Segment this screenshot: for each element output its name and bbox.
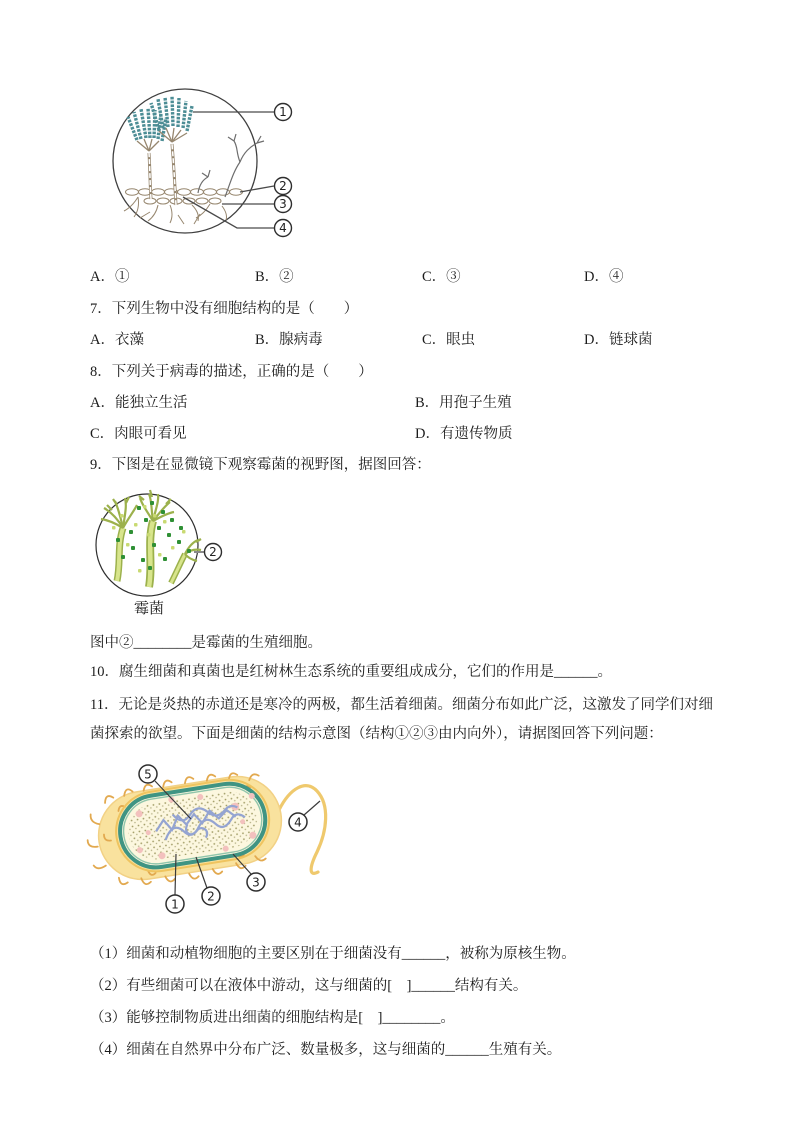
q11-part-3: （3）能够控制物质进出细菌的细胞结构是[ ]________。	[90, 1010, 455, 1026]
q9-stem: 9．下图是在显微镜下观察霉菌的视野图，据图回答：	[90, 457, 431, 473]
q8-option-b: B．用孢子生殖	[415, 395, 512, 411]
svg-text:2: 2	[207, 889, 215, 904]
svg-text:2: 2	[209, 545, 217, 559]
fig2-label-2	[205, 544, 222, 561]
fig3-label-4	[289, 813, 307, 831]
fig3-label-2	[202, 887, 220, 905]
svg-text:3: 3	[279, 197, 287, 211]
q8-option-c: C．肉眼可看见	[90, 426, 187, 442]
fig1-label-4	[275, 220, 292, 237]
q11-stem-line1: 11．无论是炎热的赤道还是寒冷的两极，都生活着细菌。细菌分布如此广泛，这激发了同学们对细	[90, 697, 713, 713]
q8-option-d: D．有遗传物质	[415, 426, 513, 442]
svg-text:3: 3	[252, 875, 260, 890]
q11-part-1: （1）细菌和动植物细胞的主要区别在于细菌没有______，被称为原核生物。	[90, 946, 576, 962]
svg-text:1: 1	[171, 897, 179, 912]
q7-option-d: D．链球菌	[584, 332, 653, 348]
spore-brush	[151, 96, 192, 131]
svg-text:4: 4	[294, 815, 302, 830]
q6-option-b: B．②	[255, 269, 294, 285]
figure-bacterium-diagram	[85, 756, 340, 928]
q6-option-d: D．④	[584, 269, 624, 285]
svg-text:4: 4	[279, 221, 287, 235]
penicillium-left	[128, 108, 166, 199]
svg-text:2: 2	[279, 179, 287, 193]
fig1-label-2	[275, 178, 292, 195]
q11-stem-line2: 菌探索的欲望。下面是细菌的结构示意图（结构①②③由内向外），请据图回答下列问题：	[90, 726, 663, 742]
q7-option-a: A．衣藻	[90, 332, 144, 348]
q9-answer-line: 图中②________是霉菌的生殖细胞。	[90, 635, 322, 651]
q11-part-4: （4）细菌在自然界中分布广泛、数量极多，这与细菌的______生殖有关。	[90, 1042, 562, 1058]
aerial-hypha-twig	[198, 134, 264, 197]
fig3-label-3	[247, 873, 265, 891]
q7-stem: 7．下列生物中没有细胞结构的是（ ）	[90, 301, 359, 317]
q6-option-a: A．①	[90, 269, 130, 285]
q10-stem: 10．腐生细菌和真菌也是红树林生态系统的重要组成成分，它们的作用是______。	[90, 664, 612, 680]
fig1-label-3	[275, 196, 292, 213]
fig1-label-1	[275, 104, 292, 121]
q7-option-b: B．腺病毒	[255, 332, 323, 348]
q7-option-c: C．眼虫	[422, 332, 476, 348]
svg-text:5: 5	[144, 767, 152, 782]
q8-stem: 8．下列关于病毒的描述，正确的是（ ）	[90, 364, 373, 380]
figure-mold-microscope-view	[90, 488, 225, 602]
q11-part-2: （2）有些细菌可以在液体中游动，这与细菌的[ ]______结构有关。	[90, 978, 528, 994]
figure-caption-mold: 霉菌	[134, 601, 165, 617]
fig3-label-1	[166, 895, 184, 913]
q6-option-c: C．③	[422, 269, 461, 285]
figure-penicillium-diagram	[105, 85, 295, 240]
q8-option-a: A．能独立生活	[90, 395, 188, 411]
svg-text:1: 1	[279, 105, 287, 119]
fig3-label-5	[139, 765, 157, 783]
